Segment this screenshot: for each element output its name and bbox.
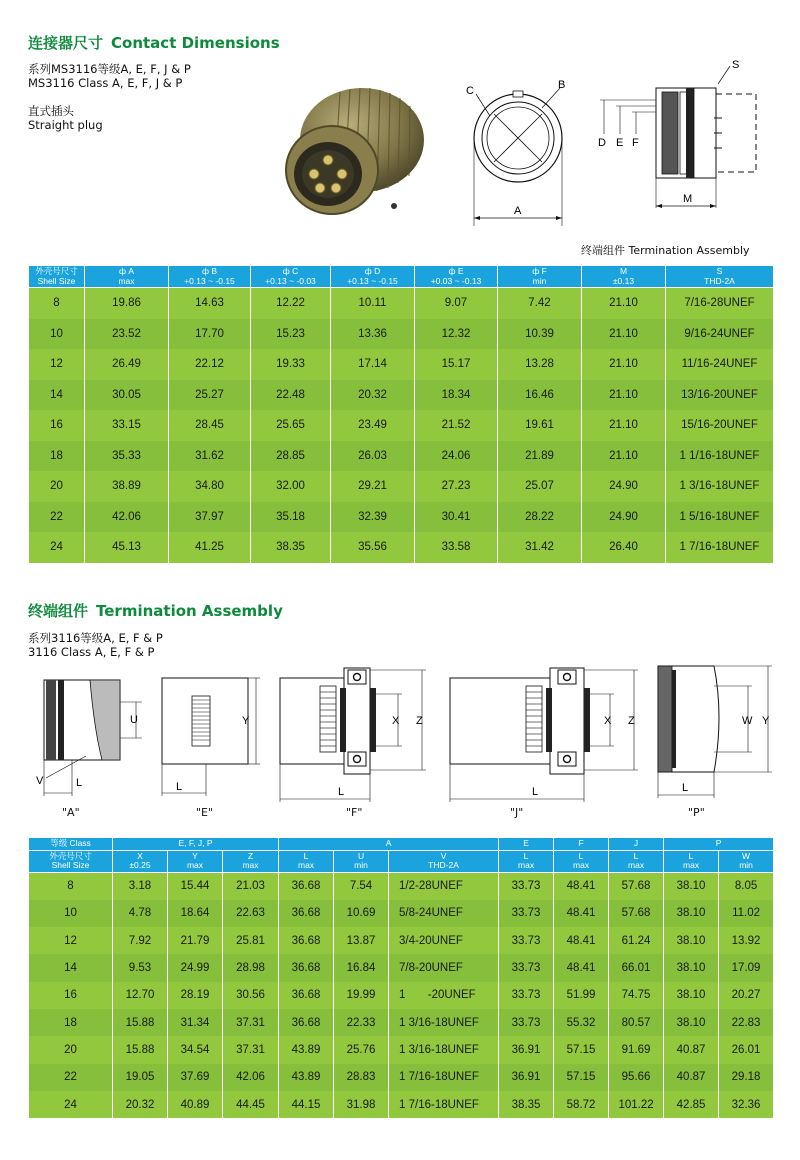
value-cell: 21.89 (498, 441, 582, 472)
termination-assembly-table (28, 837, 774, 1118)
value-cell: 32.00 (251, 471, 331, 502)
value-cell: 36.68 (279, 982, 334, 1009)
value-cell: 22.12 (169, 349, 251, 380)
value-cell: 26.49 (85, 349, 169, 380)
value-cell: 57.15 (554, 1064, 609, 1091)
value-cell: 95.66 (609, 1064, 664, 1091)
value-cell: 19.61 (498, 410, 582, 441)
table2-header-cell: X ±0.25 (113, 850, 168, 872)
side-view-drawing (590, 56, 770, 216)
value-cell: 38.10 (664, 927, 719, 954)
value-cell: 31.42 (498, 532, 582, 563)
value-cell: 32.36 (719, 1091, 774, 1118)
label-e: E (616, 137, 624, 149)
table2-group-cell: F (554, 838, 609, 851)
table1-header-cell: ф B +0.13 ~ -0.15 (169, 266, 251, 288)
value-cell: 1 -20UNEF (389, 982, 499, 1009)
value-cell: 16.84 (334, 954, 389, 981)
value-cell: 36.68 (279, 1009, 334, 1036)
table1-body (29, 288, 774, 563)
value-cell: 17.09 (719, 954, 774, 981)
table-row (29, 380, 774, 411)
value-cell: 15.88 (113, 1009, 168, 1036)
value-cell: 57.68 (609, 900, 664, 927)
label-m: M (683, 193, 693, 205)
value-cell: 74.75 (609, 982, 664, 1009)
shell-size-cell: 10 (29, 319, 85, 350)
value-cell: 1 7/16-18UNEF (389, 1064, 499, 1091)
value-cell: 24.06 (415, 441, 498, 472)
value-cell: 42.85 (664, 1091, 719, 1118)
section-title-cn: 连接器尺寸 (28, 34, 104, 52)
value-cell: 36.91 (499, 1064, 554, 1091)
value-cell: 35.33 (85, 441, 169, 472)
value-cell: 7/8-20UNEF (389, 954, 499, 981)
value-cell: 37.31 (223, 1009, 279, 1036)
table-row (29, 1036, 774, 1063)
value-cell: 21.52 (415, 410, 498, 441)
value-cell: 21.79 (168, 927, 223, 954)
value-cell: 23.52 (85, 319, 169, 350)
table-row (29, 872, 774, 900)
value-cell: 12.32 (415, 319, 498, 350)
value-cell: 40.89 (168, 1091, 223, 1118)
value-cell: 11.02 (719, 900, 774, 927)
value-cell: 80.57 (609, 1009, 664, 1036)
shell-size-cell: 22 (29, 1064, 113, 1091)
value-cell: 34.80 (169, 471, 251, 502)
value-cell: 19.33 (251, 349, 331, 380)
value-cell: 25.81 (223, 927, 279, 954)
value-cell: 38.10 (664, 954, 719, 981)
table1-header-cell: M ±0.13 (582, 266, 666, 288)
value-cell: 13.28 (498, 349, 582, 380)
table1-header-row (29, 266, 774, 288)
value-cell: 40.87 (664, 1036, 719, 1063)
series-line-en: MS3116 Class A, E, F, J & P (28, 76, 183, 90)
value-cell: 26.40 (582, 532, 666, 563)
value-cell: 10.69 (334, 900, 389, 927)
value-cell: 30.05 (85, 380, 169, 411)
value-cell: 33.73 (499, 927, 554, 954)
value-cell: 33.73 (499, 872, 554, 900)
table2-header-cell: 外壳号尺寸 Shell Size (29, 850, 113, 872)
shell-size-cell: 24 (29, 1091, 113, 1118)
value-cell: 1 7/16-18UNEF (389, 1091, 499, 1118)
value-cell: 21.10 (582, 410, 666, 441)
label-s: S (732, 59, 740, 71)
value-cell: 101.22 (609, 1091, 664, 1118)
value-cell: 7/16-28UNEF (666, 288, 774, 319)
table-row (29, 471, 774, 502)
table2-group-cell: A (279, 838, 499, 851)
label-l: L (532, 786, 539, 798)
value-cell: 21.10 (582, 319, 666, 350)
table2-group-cell: E, F, J, P (113, 838, 279, 851)
drawing-class-e (156, 668, 266, 798)
caption-class-j: "J" (510, 806, 524, 819)
value-cell: 8.05 (719, 872, 774, 900)
value-cell: 16.46 (498, 380, 582, 411)
table2-body (29, 872, 774, 1118)
value-cell: 13.92 (719, 927, 774, 954)
series-line-cn: 系列MS3116等级A, E, F, J & P (28, 62, 191, 76)
section-title-en: Contact Dimensions (111, 34, 280, 52)
table-row (29, 349, 774, 380)
shell-size-cell: 20 (29, 471, 85, 502)
value-cell: 28.19 (168, 982, 223, 1009)
label-l: L (76, 777, 83, 789)
table2-header-cell: Z max (223, 850, 279, 872)
value-cell: 31.62 (169, 441, 251, 472)
shell-size-cell: 16 (29, 410, 85, 441)
drawing-class-p (652, 660, 776, 800)
table2-header-cell: V THD-2A (389, 850, 499, 872)
value-cell: 38.35 (251, 532, 331, 563)
table1-header-cell: S THD-2A (666, 266, 774, 288)
value-cell: 58.72 (554, 1091, 609, 1118)
value-cell: 28.45 (169, 410, 251, 441)
table2-group-row (29, 838, 774, 851)
value-cell: 31.34 (168, 1009, 223, 1036)
label-w: W (742, 715, 753, 727)
value-cell: 40.87 (664, 1064, 719, 1091)
table-row (29, 502, 774, 533)
value-cell: 4.78 (113, 900, 168, 927)
table1-header-cell: 外壳号尺寸 Shell Size (29, 266, 85, 288)
value-cell: 21.10 (582, 288, 666, 319)
value-cell: 42.06 (85, 502, 169, 533)
caption-class-a: "A" (62, 806, 80, 819)
value-cell: 33.73 (499, 900, 554, 927)
shell-size-cell: 20 (29, 1036, 113, 1063)
value-cell: 48.41 (554, 872, 609, 900)
label-l: L (338, 786, 345, 798)
value-cell: 9/16-24UNEF (666, 319, 774, 350)
value-cell: 18.34 (415, 380, 498, 411)
drawing-class-a (32, 668, 152, 798)
value-cell: 36.68 (279, 927, 334, 954)
value-cell: 55.32 (554, 1009, 609, 1036)
section-title-termination-assembly (28, 600, 283, 621)
shell-size-cell: 12 (29, 927, 113, 954)
caption-class-e: "E" (196, 806, 214, 819)
value-cell: 7.92 (113, 927, 168, 954)
value-cell: 22.48 (251, 380, 331, 411)
label-y: Y (242, 715, 250, 727)
value-cell: 21.10 (582, 441, 666, 472)
value-cell: 13.87 (334, 927, 389, 954)
table2-header-row (29, 850, 774, 872)
value-cell: 15/16-20UNEF (666, 410, 774, 441)
value-cell: 28.83 (334, 1064, 389, 1091)
value-cell: 20.32 (331, 380, 415, 411)
value-cell: 26.03 (331, 441, 415, 472)
label-l: L (176, 781, 183, 793)
table1-header-cell: ф F min (498, 266, 582, 288)
value-cell: 3/4-20UNEF (389, 927, 499, 954)
value-cell: 33.15 (85, 410, 169, 441)
section-title-en: Termination Assembly (96, 602, 283, 620)
drawing-class-f (276, 664, 436, 804)
caption-class-f: "F" (346, 806, 363, 819)
value-cell: 57.15 (554, 1036, 609, 1063)
value-cell: 24.99 (168, 954, 223, 981)
caption-class-p: "P" (688, 806, 705, 819)
plug-type-en: Straight plug (28, 118, 103, 132)
value-cell: 15.88 (113, 1036, 168, 1063)
table-row (29, 954, 774, 981)
value-cell: 12.22 (251, 288, 331, 319)
value-cell: 48.41 (554, 954, 609, 981)
table2-header-cell: L max (664, 850, 719, 872)
value-cell: 24.90 (582, 502, 666, 533)
value-cell: 22.63 (223, 900, 279, 927)
value-cell: 25.76 (334, 1036, 389, 1063)
value-cell: 12.70 (113, 982, 168, 1009)
shell-size-cell: 18 (29, 1009, 113, 1036)
label-y: Y (762, 715, 770, 727)
value-cell: 36.68 (279, 900, 334, 927)
table-row (29, 927, 774, 954)
value-cell: 21.10 (582, 349, 666, 380)
table2-header-cell: Y max (168, 850, 223, 872)
value-cell: 30.41 (415, 502, 498, 533)
value-cell: 1/2-28UNEF (389, 872, 499, 900)
value-cell: 30.56 (223, 982, 279, 1009)
shell-size-cell: 12 (29, 349, 85, 380)
value-cell: 61.24 (609, 927, 664, 954)
table2-header-cell: W min (719, 850, 774, 872)
value-cell: 38.89 (85, 471, 169, 502)
label-f: F (632, 137, 639, 149)
value-cell: 29.21 (331, 471, 415, 502)
value-cell: 36.91 (499, 1036, 554, 1063)
value-cell: 17.70 (169, 319, 251, 350)
label-x: X (604, 715, 612, 727)
value-cell: 9.07 (415, 288, 498, 319)
value-cell: 37.69 (168, 1064, 223, 1091)
value-cell: 36.68 (279, 954, 334, 981)
value-cell: 32.39 (331, 502, 415, 533)
table-row (29, 900, 774, 927)
value-cell: 15.17 (415, 349, 498, 380)
value-cell: 38.35 (499, 1091, 554, 1118)
value-cell: 34.54 (168, 1036, 223, 1063)
value-cell: 48.41 (554, 900, 609, 927)
value-cell: 25.65 (251, 410, 331, 441)
value-cell: 17.14 (331, 349, 415, 380)
value-cell: 57.68 (609, 872, 664, 900)
value-cell: 43.89 (279, 1064, 334, 1091)
value-cell: 19.05 (113, 1064, 168, 1091)
value-cell: 31.98 (334, 1091, 389, 1118)
value-cell: 33.73 (499, 1009, 554, 1036)
table1-header-cell: ф A max (85, 266, 169, 288)
value-cell: 9.53 (113, 954, 168, 981)
label-l: L (682, 782, 689, 794)
value-cell: 5/8-24UNEF (389, 900, 499, 927)
shell-size-cell: 18 (29, 441, 85, 472)
value-cell: 37.31 (223, 1036, 279, 1063)
table2-group-cell: J (609, 838, 664, 851)
shell-size-cell: 8 (29, 872, 113, 900)
value-cell: 13/16-20UNEF (666, 380, 774, 411)
value-cell: 19.86 (85, 288, 169, 319)
value-cell: 15.23 (251, 319, 331, 350)
label-c: C (466, 85, 474, 97)
value-cell: 7.54 (334, 872, 389, 900)
value-cell: 44.45 (223, 1091, 279, 1118)
table2-header-cell: L max (554, 850, 609, 872)
value-cell: 43.89 (279, 1036, 334, 1063)
drawing-class-j (446, 664, 646, 804)
value-cell: 28.22 (498, 502, 582, 533)
table1-header-cell: ф D +0.13 ~ -0.15 (331, 266, 415, 288)
value-cell: 10.11 (331, 288, 415, 319)
shell-size-cell: 16 (29, 982, 113, 1009)
value-cell: 38.10 (664, 872, 719, 900)
value-cell: 33.73 (499, 954, 554, 981)
label-x: X (392, 715, 400, 727)
value-cell: 21.10 (582, 380, 666, 411)
value-cell: 45.13 (85, 532, 169, 563)
contact-dimensions-table (28, 265, 774, 563)
value-cell: 42.06 (223, 1064, 279, 1091)
table2-header-cell: L max (499, 850, 554, 872)
value-cell: 25.07 (498, 471, 582, 502)
value-cell: 1 5/16-18UNEF (666, 502, 774, 533)
value-cell: 37.97 (169, 502, 251, 533)
value-cell: 23.49 (331, 410, 415, 441)
shell-size-cell: 8 (29, 288, 85, 319)
table2-group-cell: E (499, 838, 554, 851)
value-cell: 22.83 (719, 1009, 774, 1036)
value-cell: 41.25 (169, 532, 251, 563)
value-cell: 44.15 (279, 1091, 334, 1118)
table2-header-cell: L max (279, 850, 334, 872)
label-a: A (514, 205, 522, 217)
connector-photo (270, 78, 430, 238)
label-b: B (558, 79, 566, 91)
table-row (29, 1064, 774, 1091)
value-cell: 21.03 (223, 872, 279, 900)
series-line-cn: 系列3116等级A, E, F & P (28, 631, 163, 645)
value-cell: 35.56 (331, 532, 415, 563)
shell-size-cell: 24 (29, 532, 85, 563)
front-view-drawing (460, 76, 590, 226)
plug-type-cn: 直式插头 (28, 104, 74, 118)
value-cell: 33.58 (415, 532, 498, 563)
value-cell: 38.10 (664, 982, 719, 1009)
value-cell: 27.23 (415, 471, 498, 502)
value-cell: 28.85 (251, 441, 331, 472)
shell-size-cell: 22 (29, 502, 85, 533)
table1-header-cell: ф E +0.03 ~ -0.13 (415, 266, 498, 288)
table2-class-label: 等级 Class (29, 838, 113, 851)
value-cell: 10.39 (498, 319, 582, 350)
section-title-contact-dimensions (28, 32, 280, 53)
section-title-cn: 终端组件 (28, 602, 89, 620)
series-line-en: 3116 Class A, E, F & P (28, 645, 155, 659)
table1-header-cell: ф C +0.13 ~ -0.03 (251, 266, 331, 288)
table-row (29, 441, 774, 472)
value-cell: 51.99 (554, 982, 609, 1009)
value-cell: 91.69 (609, 1036, 664, 1063)
value-cell: 1 3/16-18UNEF (389, 1036, 499, 1063)
value-cell: 20.32 (113, 1091, 168, 1118)
shell-size-cell: 10 (29, 900, 113, 927)
table2-group-cell: P (664, 838, 774, 851)
value-cell: 19.99 (334, 982, 389, 1009)
table-row (29, 1009, 774, 1036)
value-cell: 1 1/16-18UNEF (666, 441, 774, 472)
value-cell: 25.27 (169, 380, 251, 411)
value-cell: 14.63 (169, 288, 251, 319)
value-cell: 48.41 (554, 927, 609, 954)
shell-size-cell: 14 (29, 954, 113, 981)
label-z: Z (416, 715, 423, 727)
value-cell: 18.64 (168, 900, 223, 927)
value-cell: 24.90 (582, 471, 666, 502)
value-cell: 15.44 (168, 872, 223, 900)
value-cell: 1 3/16-18UNEF (389, 1009, 499, 1036)
table-row (29, 288, 774, 319)
value-cell: 38.10 (664, 1009, 719, 1036)
table-row (29, 532, 774, 563)
table-row (29, 319, 774, 350)
value-cell: 35.18 (251, 502, 331, 533)
value-cell: 28.98 (223, 954, 279, 981)
value-cell: 33.73 (499, 982, 554, 1009)
value-cell: 20.27 (719, 982, 774, 1009)
value-cell: 36.68 (279, 872, 334, 900)
table-row (29, 982, 774, 1009)
value-cell: 1 7/16-18UNEF (666, 532, 774, 563)
value-cell: 29.18 (719, 1064, 774, 1091)
table-row (29, 1091, 774, 1118)
value-cell: 66.01 (609, 954, 664, 981)
value-cell: 38.10 (664, 900, 719, 927)
value-cell: 1 3/16-18UNEF (666, 471, 774, 502)
value-cell: 11/16-24UNEF (666, 349, 774, 380)
value-cell: 26.01 (719, 1036, 774, 1063)
table-row (29, 410, 774, 441)
value-cell: 3.18 (113, 872, 168, 900)
value-cell: 7.42 (498, 288, 582, 319)
table2-header-cell: L max (609, 850, 664, 872)
table2-header-cell: U min (334, 850, 389, 872)
label-v: V (36, 775, 44, 787)
value-cell: 22.33 (334, 1009, 389, 1036)
label-u: U (130, 714, 138, 726)
label-d: D (598, 137, 606, 149)
label-z: Z (628, 715, 635, 727)
shell-size-cell: 14 (29, 380, 85, 411)
termination-assembly-caption: 终端组件 Termination Assembly (581, 244, 750, 257)
value-cell: 13.36 (331, 319, 415, 350)
